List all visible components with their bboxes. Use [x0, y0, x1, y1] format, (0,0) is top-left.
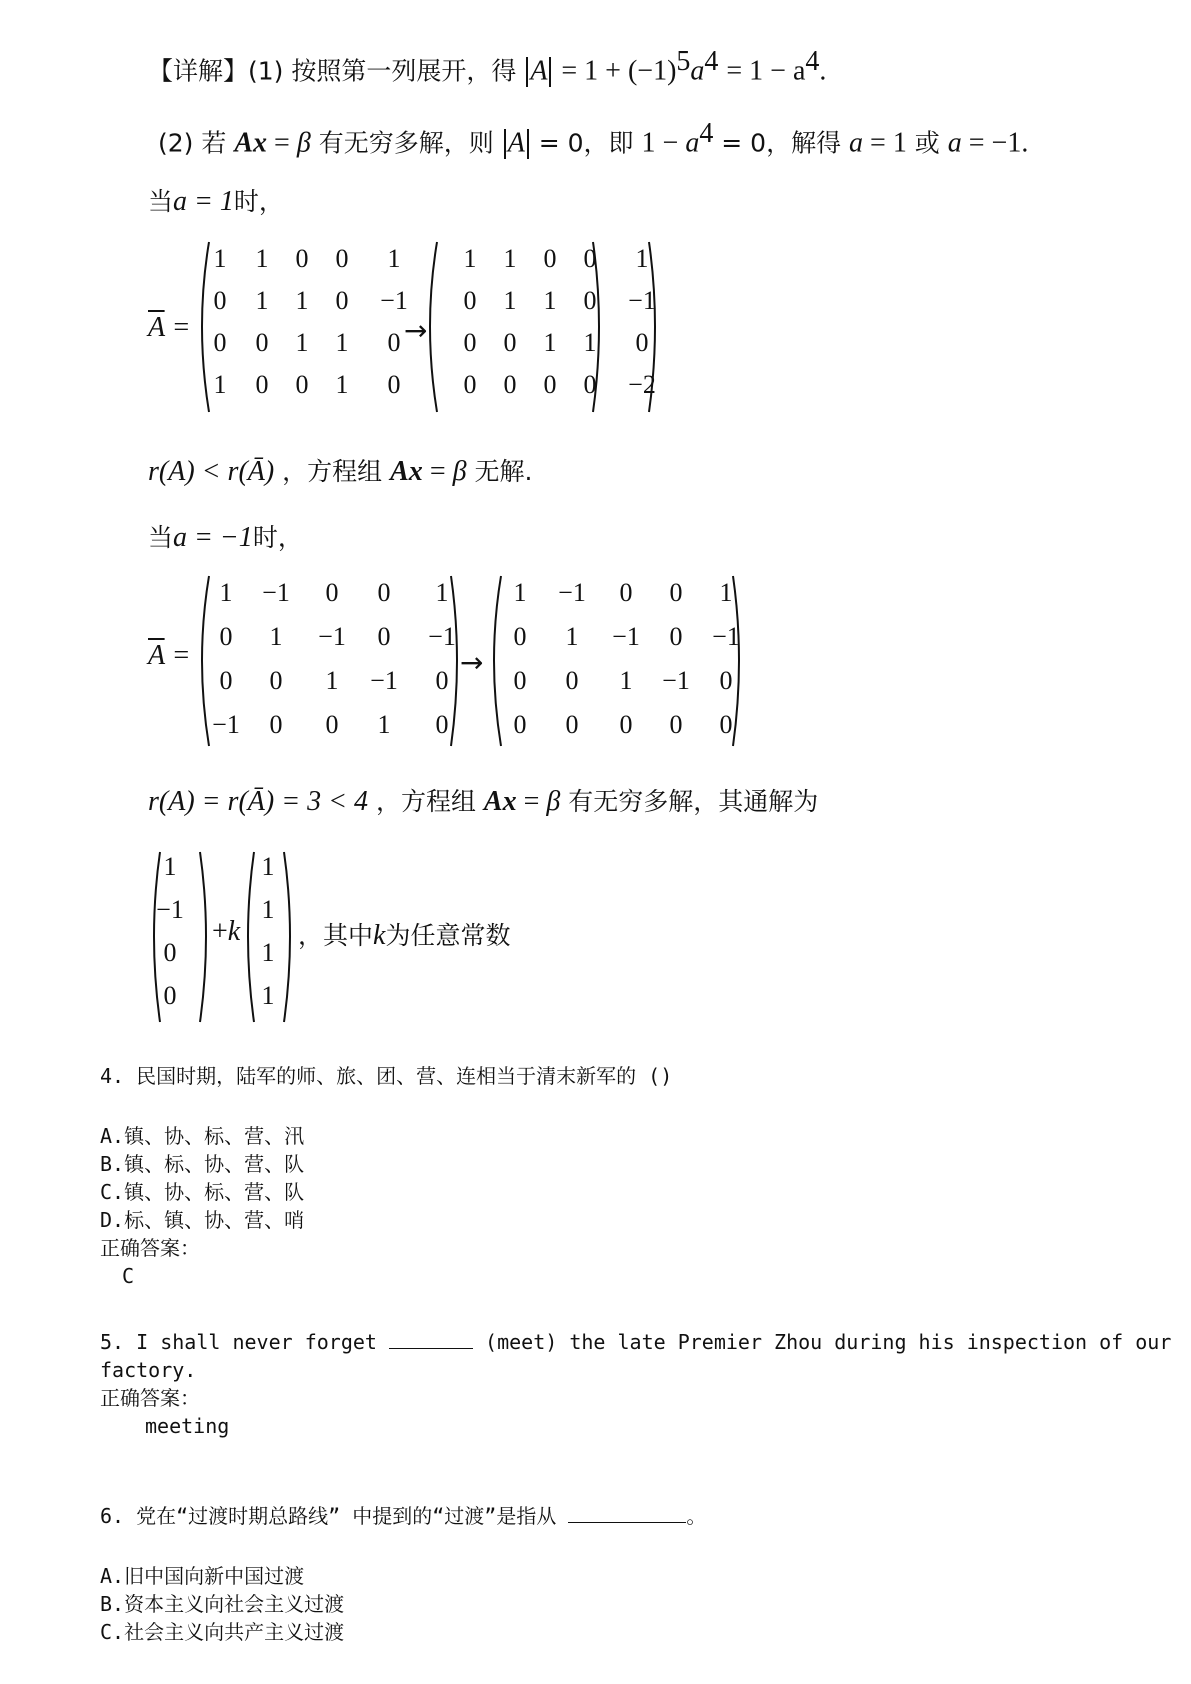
matrix-2-left-cell: 0 — [435, 666, 449, 695]
matrix-2-right-cell: 0 — [669, 622, 683, 651]
no-solution-text: 无解. — [474, 457, 533, 486]
matrix-1-left-cell: 1 — [213, 244, 227, 273]
matrix-1-left-cell: 0 — [213, 286, 227, 315]
matrix-1-left-cell: 0 — [255, 328, 269, 357]
matrix-2-right-cell: 1 — [513, 578, 527, 607]
matrix-1-right-cell: 0 — [543, 370, 557, 399]
arbitrary-constant-text: 为任意常数 — [385, 921, 511, 950]
solution-line-2: (2) 若 Ax = β 有无穷多解，则 A = 0，即 $1 - a^4 = 0$，解得 a = 1 或 a = −1. — [158, 118, 1029, 159]
rank-comparison-1: r(A) < r(Ā) — [148, 456, 275, 487]
matrix-1-right-cell: 0 — [583, 286, 597, 315]
matrix-2-right-cell: 0 — [513, 710, 527, 739]
matrix-1-right-cell: 1 — [583, 328, 597, 357]
case-1-line — [148, 182, 284, 218]
plus-k: +k — [212, 916, 241, 947]
matrix-1-right-cell: 0 — [463, 286, 477, 315]
vector-homogeneous-cell: 1 — [261, 981, 275, 1010]
matrix-1-right-cell: 1 — [543, 286, 557, 315]
matrix-1-right-cell: 1 — [503, 286, 517, 315]
matrix-2-right-cell: 0 — [619, 578, 633, 607]
when-text-2: 当 — [148, 523, 174, 552]
matrix-2-right-cell: 1 — [719, 578, 733, 607]
matrix-1-left-cell: 1 — [387, 244, 401, 273]
rank-2-text: ，方程组 — [375, 787, 476, 816]
solve-text: = 0，解得 — [721, 128, 842, 158]
matrix-2-left-cell: 0 — [325, 578, 339, 607]
matrix-2-left-cell: 0 — [325, 710, 339, 739]
q4-answer: C — [122, 1264, 135, 1288]
matrix-1-left-cell: 0 — [335, 286, 349, 315]
matrix-2-left-cell: 0 — [377, 622, 391, 651]
matrix-1-left-cell: −1 — [380, 286, 408, 315]
matrix-2-right-cell: 0 — [513, 666, 527, 695]
q5-stem-start: 5. I shall never forget — [100, 1330, 377, 1354]
augmented-matrix-label-2: $\overline{A}$ = — [148, 640, 191, 671]
matrix-2-left-cell: 0 — [377, 578, 391, 607]
matrix-2-right-cell: 0 — [719, 666, 733, 695]
case-1-suffix: 时， — [233, 187, 284, 216]
matrix-1-left-cell: 0 — [295, 244, 309, 273]
matrix-2-left-cell: 0 — [219, 622, 233, 651]
augmented-matrix-label-1: $\overline{A}$ = — [148, 312, 191, 343]
matrix-1-left-cell: 0 — [387, 328, 401, 357]
matrix-1-right-cell: 0 — [503, 370, 517, 399]
matrix-1-right-cell: −2 — [628, 370, 656, 399]
matrix-1-right-cell: 1 — [503, 244, 517, 273]
matrix-1-left-cell: 0 — [255, 370, 269, 399]
vector-particular-cell: 0 — [163, 981, 177, 1010]
matrix-2-right-cell: 0 — [565, 710, 579, 739]
q6-stem — [100, 1502, 706, 1530]
matrix-1-right-cell: 0 — [583, 370, 597, 399]
q5-stem-rest: (meet) the late Premier Zhou during his inspection of our — [485, 1330, 1172, 1354]
rank-comparison-2: r(A) = r(Ā) = 3 < 4 — [148, 786, 368, 817]
q5-blank — [389, 1330, 473, 1349]
det-zero-text: = 0，即 — [538, 128, 634, 158]
matrix-1-left-cell: 1 — [295, 328, 309, 357]
rank-1-text: ，方程组 — [282, 457, 383, 486]
where-text: ，其中 — [298, 921, 374, 950]
q4-stem: 4. 民国时期，陆军的师、旅、团、营、连相当于清末新军的 () — [100, 1064, 673, 1088]
matrix-2-left-cell: 1 — [325, 666, 339, 695]
vector-particular-cell: 0 — [163, 938, 177, 967]
expansion-formula: = 1 + (−1) — [561, 55, 677, 87]
q4-answer-label: 正确答案： — [100, 1236, 200, 1260]
matrix-2-right-cell: −1 — [558, 578, 586, 607]
matrix-2-left-cell: 0 — [435, 710, 449, 739]
vector-homogeneous-cell: 1 — [261, 895, 275, 924]
case-1-condition: a = 1 — [173, 186, 234, 217]
matrix-2-left-cell: 1 — [269, 622, 283, 651]
solution-line-1: 【详解】(1) 按照第一列展开，得 $A = 1 + (-1)^5a^4 = 1 - a^4$. — [148, 46, 827, 87]
q4-option-a: A.镇、协、标、营、汛 — [100, 1124, 305, 1148]
vector-homogeneous-cell: 1 — [261, 938, 275, 967]
q6-stem-end: 。 — [686, 1504, 707, 1528]
q6-option-a: A.旧中国向新中国过渡 — [100, 1564, 305, 1588]
or-text: 或 — [914, 128, 940, 158]
matrix-1-left-cell: 1 — [255, 286, 269, 315]
q5-answer: meeting — [145, 1414, 230, 1438]
matrix-1-left-cell: 0 — [387, 370, 401, 399]
solution-heading: 【详解】(1) 按照第一列展开，得 — [148, 56, 517, 86]
matrix-2-left-cell: 0 — [269, 710, 283, 739]
matrix-2-right-cell: 1 — [619, 666, 633, 695]
matrix-1-right-cell: −1 — [628, 286, 656, 315]
matrix-2-left-cell: −1 — [212, 710, 240, 739]
matrix-2-left-cell: −1 — [428, 622, 456, 651]
matrix-1-left-cell: 0 — [295, 370, 309, 399]
q5-stem — [100, 1328, 1171, 1356]
matrix-1-right-cell: 0 — [503, 328, 517, 357]
matrix-1-left-cell: 0 — [335, 244, 349, 273]
matrix-1-right-cell: 1 — [543, 328, 557, 357]
matrix-1-right-cell: 0 — [583, 244, 597, 273]
matrix-1-right-cell: 0 — [635, 328, 649, 357]
matrix-2-right-cell: 0 — [513, 622, 527, 651]
matrix-1-left-cell: 1 — [335, 370, 349, 399]
rank-line-1: r(A) < r(Ā) ，方程组 Ax = β 无解. — [148, 456, 533, 487]
q5-answer-label: 正确答案： — [100, 1386, 200, 1410]
part2-label: (2) 若 — [158, 128, 227, 158]
q6-blank — [568, 1504, 686, 1523]
case-2-line — [148, 518, 303, 554]
matrix-2-right-cell: 0 — [619, 710, 633, 739]
matrix-1-left-cell: 1 — [295, 286, 309, 315]
q6-option-c: C.社会主义向共产主义过渡 — [100, 1620, 345, 1644]
matrix-2-left-cell: −1 — [262, 578, 290, 607]
q4-option-d: D.标、镇、协、营、哨 — [100, 1208, 305, 1232]
row-reduce-arrow-1: → — [404, 314, 428, 347]
case-2-condition: a = −1 — [173, 522, 253, 553]
matrix-1-right-cell: 0 — [463, 370, 477, 399]
matrix-2-left-cell: 1 — [435, 578, 449, 607]
matrix-2-left-cell: 1 — [219, 578, 233, 607]
condition-text: 有无穷多解，则 — [318, 128, 494, 158]
matrix-2-right-cell: −1 — [612, 622, 640, 651]
matrix-2-left-cell: 0 — [219, 666, 233, 695]
matrix-1-left-cell: 1 — [255, 244, 269, 273]
matrix-1-left-cell: 1 — [213, 370, 227, 399]
matrix-1-right-cell: 1 — [463, 244, 477, 273]
matrix-2-right-cell: 1 — [565, 622, 579, 651]
general-solution-intro: 有无穷多解，其通解为 — [568, 787, 819, 816]
rank-line-2: r(A) = r(Ā) = 3 < 4 ，方程组 Ax = β 有无穷多解，其通解为 — [148, 786, 819, 817]
matrix-2-right-cell: 0 — [565, 666, 579, 695]
expansion-result: = 1 − a — [726, 55, 806, 87]
matrix-2-right-cell: 0 — [719, 710, 733, 739]
matrix-2-right-cell: −1 — [712, 622, 740, 651]
vector-particular-cell: 1 — [163, 852, 177, 881]
matrix-2-left-cell: 1 — [377, 710, 391, 739]
vector-particular-cell: −1 — [156, 895, 184, 924]
q5-stem-end: factory. — [100, 1358, 197, 1382]
matrix-2-right-cell: −1 — [662, 666, 690, 695]
q6-stem-start: 6. 党在“过渡时期总路线” 中提到的“过渡”是指从 — [100, 1504, 557, 1528]
when-text: 当 — [148, 187, 174, 216]
matrix-1-left-cell: 1 — [335, 328, 349, 357]
matrix-2-right-cell: 0 — [669, 578, 683, 607]
matrix-2-left-cell: −1 — [318, 622, 346, 651]
q4-option-b: B.镇、标、协、营、队 — [100, 1152, 305, 1176]
matrix-1-right-cell: 1 — [635, 244, 649, 273]
q6-option-b: B.资本主义向社会主义过渡 — [100, 1592, 345, 1616]
case-2-suffix: 时， — [252, 523, 303, 552]
row-reduce-arrow-2: → — [460, 646, 484, 679]
matrix-1-left-cell: 0 — [213, 328, 227, 357]
vector-homogeneous-cell: 1 — [261, 852, 275, 881]
matrix-2-left-cell: 0 — [269, 666, 283, 695]
q4-option-c: C.镇、协、标、营、队 — [100, 1180, 305, 1204]
matrix-1-right-cell: 0 — [463, 328, 477, 357]
matrix-2-right-cell: 0 — [669, 710, 683, 739]
matrix-1-right-cell: 0 — [543, 244, 557, 273]
matrix-2-left-cell: −1 — [370, 666, 398, 695]
general-solution-suffix: ，其中k为任意常数 — [298, 920, 511, 951]
